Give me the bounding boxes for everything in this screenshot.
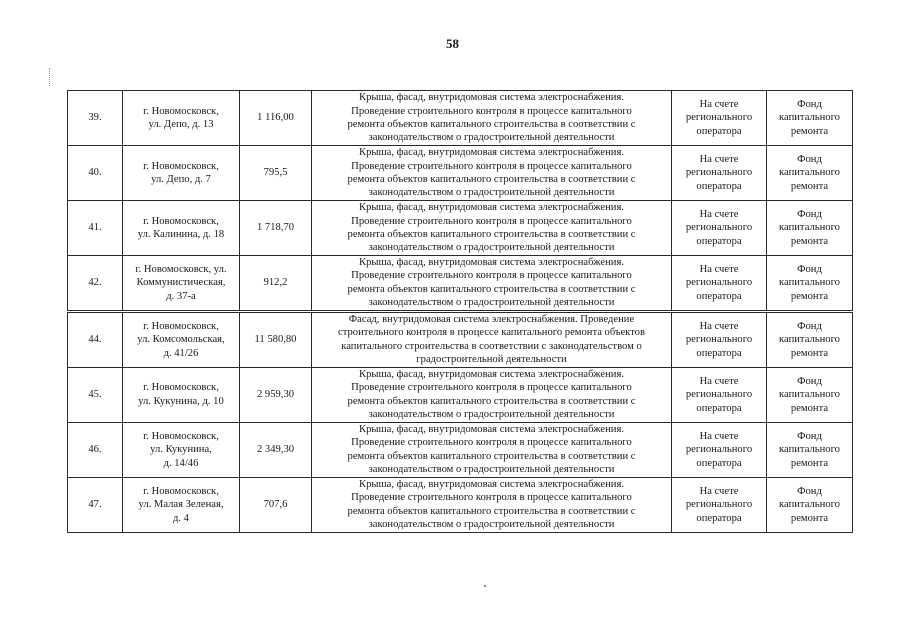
cell-line: регионального (685, 499, 753, 511)
cell-line: капитального (779, 222, 840, 234)
cell-line: Проведение строительного контроля в процессе капитального (351, 437, 632, 449)
cell-line: г. Новомосковск, (143, 485, 219, 497)
cell-line: Проведение строительного контроля в процессе капитального (351, 382, 632, 394)
account-cell (672, 311, 767, 367)
row-number: 46. (68, 422, 123, 477)
cell-line: капитального (779, 334, 840, 346)
cell-line: капитального (779, 389, 840, 401)
cell-line: оператора (696, 180, 742, 192)
cell-line: ремонта (790, 180, 829, 192)
row-number: 45. (68, 367, 123, 422)
cell-line: законодательством о градостроительной деятельности (368, 519, 615, 531)
cell-line: ремонта (790, 290, 829, 302)
account-cell (672, 201, 767, 256)
cell-line: д. 14/46 (163, 457, 199, 469)
fund-cell (767, 201, 853, 256)
repair-table (67, 90, 853, 533)
cell-line: Фасад, внутридомовая система электроснабжения. Проведение (348, 313, 635, 325)
area-cell: 1 718,70 (240, 201, 312, 256)
fund-cell (767, 477, 853, 532)
cell-line: капитального (779, 277, 840, 289)
account-cell (672, 477, 767, 532)
cell-line: Фонд (797, 485, 822, 497)
cell-line: ул. Калинина, д. 18 (137, 229, 225, 240)
cell-line: оператора (696, 347, 742, 359)
cell-line: ремонта (790, 402, 829, 414)
cell-line: ремонта объектов капитального строительства в соответствии с (347, 505, 636, 517)
fund-cell (767, 311, 853, 367)
row-number: 42. (68, 256, 123, 312)
address-cell (123, 91, 240, 146)
cell-line: законодательством о градостроительной деятельности (368, 187, 615, 199)
works-cell (312, 91, 672, 146)
cell-line: Проведение строительного контроля в процессе капитального (351, 492, 632, 504)
table-row (68, 91, 853, 146)
works-cell (312, 422, 672, 477)
cell-line: Фонд (797, 153, 822, 165)
margin-mark (49, 68, 52, 86)
area-cell: 2 349,30 (240, 422, 312, 477)
account-cell (672, 367, 767, 422)
cell-line: ул. Кукунина, д. 10 (138, 395, 224, 407)
cell-line: Крыша, фасад, внутридомовая система электроснабжения. (359, 147, 624, 159)
cell-line: д. 4 (173, 512, 189, 524)
cell-line: На счете (699, 263, 739, 275)
cell-line: капитального (779, 167, 840, 179)
table-row (68, 367, 853, 422)
cell-line: Проведение строительного контроля в процессе капитального (351, 215, 632, 227)
cell-line: регионального (685, 277, 753, 289)
cell-line: На счете (699, 430, 739, 442)
cell-line: законодательством о градостроительной деятельности (368, 132, 615, 144)
cell-line: Фонд (797, 430, 822, 442)
area-cell: 1 116,00 (240, 91, 312, 146)
account-cell (672, 91, 767, 146)
cell-line: д. 37-а (166, 290, 196, 302)
cell-line: регионального (685, 167, 753, 179)
fund-cell (767, 256, 853, 312)
works-cell (312, 311, 672, 367)
address-cell (123, 201, 240, 256)
cell-line: ремонта объектов капитального строительства в соответствии с (347, 229, 636, 240)
cell-line: ремонта (790, 457, 829, 469)
row-number: 40. (68, 146, 123, 201)
cell-line: законодательством о градостроительной деятельности (368, 409, 615, 421)
cell-line: ремонта объектов капитального строительства в соответствии с (347, 395, 636, 407)
account-cell (672, 422, 767, 477)
cell-line: градостроительной деятельности (416, 354, 567, 366)
cell-line: г. Новомосковск, ул. (135, 263, 227, 275)
area-cell: 707,6 (240, 477, 312, 532)
table-row (68, 422, 853, 477)
cell-line: оператора (696, 512, 742, 524)
works-cell (312, 201, 672, 256)
cell-line: ремонта объектов капитального строительства в соответствии с (347, 174, 636, 185)
scan-speck (484, 585, 486, 587)
fund-cell (767, 91, 853, 146)
cell-line: оператора (696, 290, 742, 302)
cell-line: На счете (699, 153, 739, 165)
cell-line: оператора (696, 125, 742, 137)
cell-line: ремонта (790, 125, 829, 137)
table-body (68, 91, 853, 533)
address-cell (123, 146, 240, 201)
row-number: 41. (68, 201, 123, 256)
cell-line: ул. Депо, д. 7 (151, 174, 211, 185)
cell-line: На счете (699, 320, 739, 332)
cell-line: ул. Комсомольская, (137, 334, 225, 346)
cell-line: Проведение строительного контроля в процессе капитального (351, 270, 632, 282)
area-cell: 795,5 (240, 146, 312, 201)
works-cell (312, 367, 672, 422)
cell-line: г. Новомосковск, (143, 105, 219, 117)
cell-line: оператора (696, 457, 742, 469)
address-cell (123, 477, 240, 532)
cell-line: г. Новомосковск, (143, 215, 219, 227)
row-number: 47. (68, 477, 123, 532)
works-cell (312, 477, 672, 532)
table-row (68, 256, 853, 312)
cell-line: Фонд (797, 375, 822, 387)
table-row (68, 201, 853, 256)
cell-line: Фонд (797, 208, 822, 220)
account-cell (672, 146, 767, 201)
fund-cell (767, 146, 853, 201)
cell-line: капитального (779, 499, 840, 511)
cell-line: Крыша, фасад, внутридомовая система электроснабжения. (359, 478, 624, 490)
address-cell (123, 256, 240, 312)
area-cell: 2 959,30 (240, 367, 312, 422)
cell-line: ул. Депо, д. 13 (148, 119, 214, 130)
cell-line: законодательством о градостроительной деятельности (368, 464, 615, 476)
cell-line: г. Новомосковск, (143, 430, 219, 442)
fund-cell (767, 367, 853, 422)
cell-line: Фонд (797, 98, 822, 110)
cell-line: оператора (696, 235, 742, 247)
cell-line: г. Новомосковск, (143, 160, 219, 172)
cell-line: На счете (699, 375, 739, 387)
cell-line: ремонта (790, 512, 829, 524)
cell-line: г. Новомосковск, (143, 382, 219, 394)
cell-line: Проведение строительного контроля в процессе капитального (351, 160, 632, 172)
cell-line: Фонд (797, 320, 822, 332)
cell-line: Крыша, фасад, внутридомовая система электроснабжения. (359, 423, 624, 435)
cell-line: ремонта объектов капитального строительства в соответствии с (347, 450, 636, 462)
cell-line: регионального (685, 334, 753, 346)
cell-line: На счете (699, 485, 739, 497)
fund-cell (767, 422, 853, 477)
cell-line: ремонта (790, 235, 829, 247)
works-cell (312, 256, 672, 312)
area-cell: 11 580,80 (240, 311, 312, 367)
cell-line: строительного контроля в процессе капитального ремонта объектов (338, 327, 645, 339)
cell-line: законодательством о градостроительной деятельности (368, 297, 615, 309)
address-cell (123, 311, 240, 367)
area-cell: 912,2 (240, 256, 312, 312)
cell-line: ул. Малая Зеленая, (138, 499, 224, 511)
cell-line: регионального (685, 444, 753, 456)
cell-line: капитального строительства в соответствии с законодательством о (341, 340, 642, 352)
cell-line: Крыша, фасад, внутридомовая система электроснабжения. (359, 257, 624, 268)
cell-line: оператора (696, 402, 742, 414)
cell-line: Крыша, фасад, внутридомовая система электроснабжения. (359, 368, 624, 380)
cell-line: Крыша, фасад, внутридомовая система электроснабжения. (359, 92, 624, 104)
cell-line: регионального (685, 389, 753, 401)
cell-line: На счете (699, 208, 739, 220)
cell-line: регионального (685, 112, 753, 124)
works-cell (312, 146, 672, 201)
cell-line: Коммунистическая, (136, 277, 226, 289)
cell-line: ул. Кукунина, (150, 444, 212, 456)
cell-line: Крыша, фасад, внутридомовая система электроснабжения. (359, 202, 624, 214)
table-row (68, 311, 853, 367)
cell-line: капитального (779, 112, 840, 124)
row-number: 39. (68, 91, 123, 146)
row-number: 44. (68, 311, 123, 367)
cell-line: Проведение строительного контроля в процессе капитального (351, 105, 632, 117)
table-row (68, 146, 853, 201)
cell-line: На счете (699, 98, 739, 110)
cell-line: ремонта объектов капитального строительства в соответствии с (347, 119, 636, 130)
cell-line: ремонта объектов капитального строительства в соответствии с (347, 283, 636, 295)
cell-line: капитального (779, 444, 840, 456)
page-number: 58 (446, 36, 459, 51)
cell-line: г. Новомосковск, (143, 320, 219, 332)
address-cell (123, 422, 240, 477)
cell-line: регионального (685, 222, 753, 234)
address-cell (123, 367, 240, 422)
cell-line: д. 41/26 (163, 347, 199, 359)
cell-line: Фонд (797, 263, 822, 275)
table-row (68, 477, 853, 532)
cell-line: законодательством о градостроительной деятельности (368, 242, 615, 254)
account-cell (672, 256, 767, 312)
cell-line: ремонта (790, 347, 829, 359)
